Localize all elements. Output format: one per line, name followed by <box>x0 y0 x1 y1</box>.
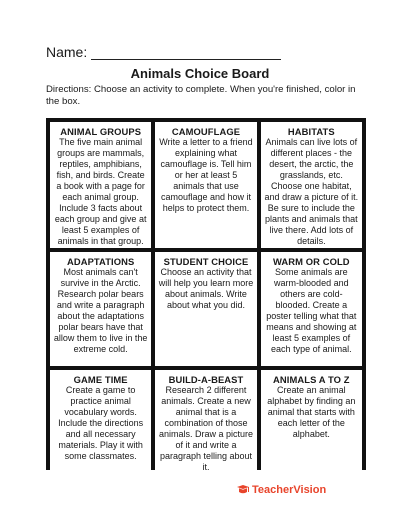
cell-title: BUILD-A-BEAST <box>168 374 244 385</box>
cell-title: ADAPTATIONS <box>66 256 135 267</box>
cell-title: STUDENT CHOICE <box>163 256 249 267</box>
board-cell-student-choice <box>155 252 256 366</box>
cell-text: Most animals can't survive in the Arctic. Research polar bears and write a paragraph about the adaptations polar bears have that allow them to live in the extreme cold. <box>53 267 148 354</box>
board-cell-build-a-beast <box>155 370 256 482</box>
brand-name: TeacherVision <box>252 484 327 496</box>
board-cell-adaptations <box>50 252 151 366</box>
directions-text: Directions: Choose an activity to complete. When you're finished, color in the box. <box>46 84 356 107</box>
name-label: Name: <box>46 44 88 60</box>
cell-text: The five main animal groups are mammals, reptiles, amphibians, fish, and birds. Create a book with a page for each animal group. Include 3 facts about each group and give at least 5 examples of animals in that group. <box>54 137 147 246</box>
board-cell-warm-or-cold <box>261 252 362 366</box>
board-cell-animal-groups <box>50 122 151 248</box>
teachervision-brand <box>236 484 326 496</box>
cell-text: Create a game to practice animal vocabulary words. Include the directions and all necessary materials. Play it with some classmates. <box>58 385 144 461</box>
board-cell-game-time <box>50 370 151 482</box>
cell-title: WARM OR COLD <box>272 256 350 267</box>
board-cell-animals-a-to-z <box>261 370 362 482</box>
board-cell-habitats <box>261 122 362 248</box>
cell-title: HABITATS <box>287 126 335 137</box>
board-cell-camouflage <box>155 122 256 248</box>
cell-text: Some animals are warm-blooded and others are cold-blooded. Create a poster telling what that means and showing at least 5 examples of each type of animal. <box>266 267 357 354</box>
name-field-row <box>46 44 281 60</box>
cell-text: Research 2 different animals. Create a new animal that is a combination of those animals. Draw a picture of it and write a paragraph telling about it. <box>158 385 254 472</box>
cell-title: CAMOUFLAGE <box>171 126 241 137</box>
cell-text: Animals can live lots of different places - the desert, the arctic, the grasslands, etc. Choose one habitat, and draw a picture of it. Be sure to include the plants and animals that live there. Add lots of details. <box>264 137 359 246</box>
cell-title: ANIMAL GROUPS <box>60 126 142 137</box>
teachervision-logo-icon <box>236 484 250 496</box>
cell-text: Write a letter to a friend explaining what camouflage is. Tell him or her at least 5 animals that use camouflage and how it helps to protect them. <box>159 137 253 213</box>
cell-text: Choose an activity that will help you learn more about animals. Write about what you did. <box>158 267 254 310</box>
cell-title: ANIMALS A TO Z <box>273 374 350 385</box>
page-title: Animals Choice Board <box>130 66 270 81</box>
cell-title: GAME TIME <box>73 374 128 385</box>
cell-text: Create an animal alphabet by finding an animal that starts with each letter of the alphabet. <box>267 385 356 439</box>
name-blank-line <box>91 46 281 60</box>
choice-board-grid <box>46 118 366 470</box>
